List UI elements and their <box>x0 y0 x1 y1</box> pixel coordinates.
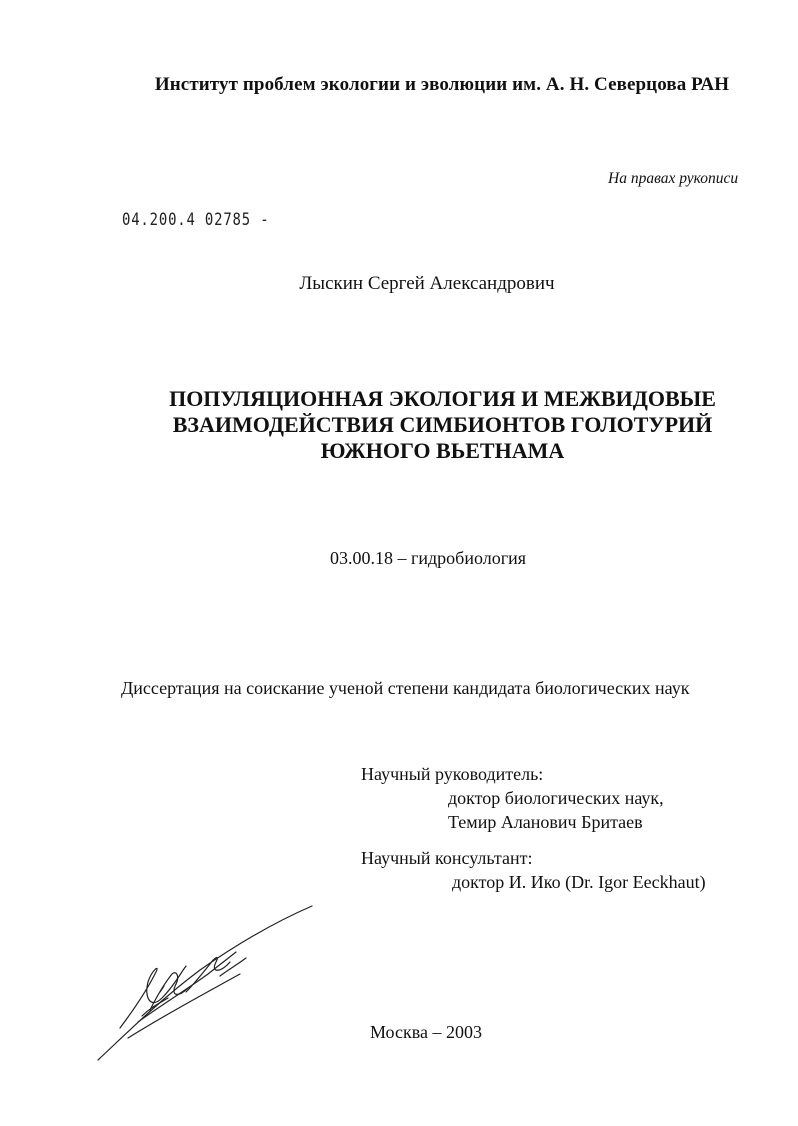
handwritten-signature-icon <box>90 900 320 1070</box>
city-year: Москва – 2003 <box>370 1022 482 1042</box>
author-name: Лыскин Сергей Александрович <box>299 273 555 294</box>
rights-note: На правах рукописи <box>608 170 739 187</box>
title-line-2: ВЗАИМОДЕЙСТВИЯ СИМБИОНТОВ ГОЛОТУРИЙ <box>172 412 713 437</box>
specialty-code: 03.00.18 – гидробиология <box>329 548 526 568</box>
institute-name: Институт проблем экологии и эволюции им. А. Н. Северцова РАН <box>154 74 730 95</box>
consultant-label: Научный консультант: <box>361 848 533 868</box>
dissertation-title <box>0 386 798 464</box>
registry-stamp: 04.200.4 02785 - <box>122 210 270 230</box>
title-line-1: ПОПУЛЯЦИОННАЯ ЭКОЛОГИЯ И МЕЖВИДОВЫЕ <box>169 386 716 411</box>
supervisor-degree: доктор биологических наук, <box>448 788 664 808</box>
degree-statement: Диссертация на соискание ученой степени кандидата биологических наук <box>121 678 690 698</box>
consultant-name: доктор И. Ико (Dr. Igor Eeckhaut) <box>452 872 706 892</box>
supervisor-name: Темир Аланович Бритаев <box>448 812 643 832</box>
supervisor-label: Научный руководитель: <box>361 764 544 784</box>
title-line-3: ЮЖНОГО ВЬЕТНАМА <box>320 438 565 463</box>
